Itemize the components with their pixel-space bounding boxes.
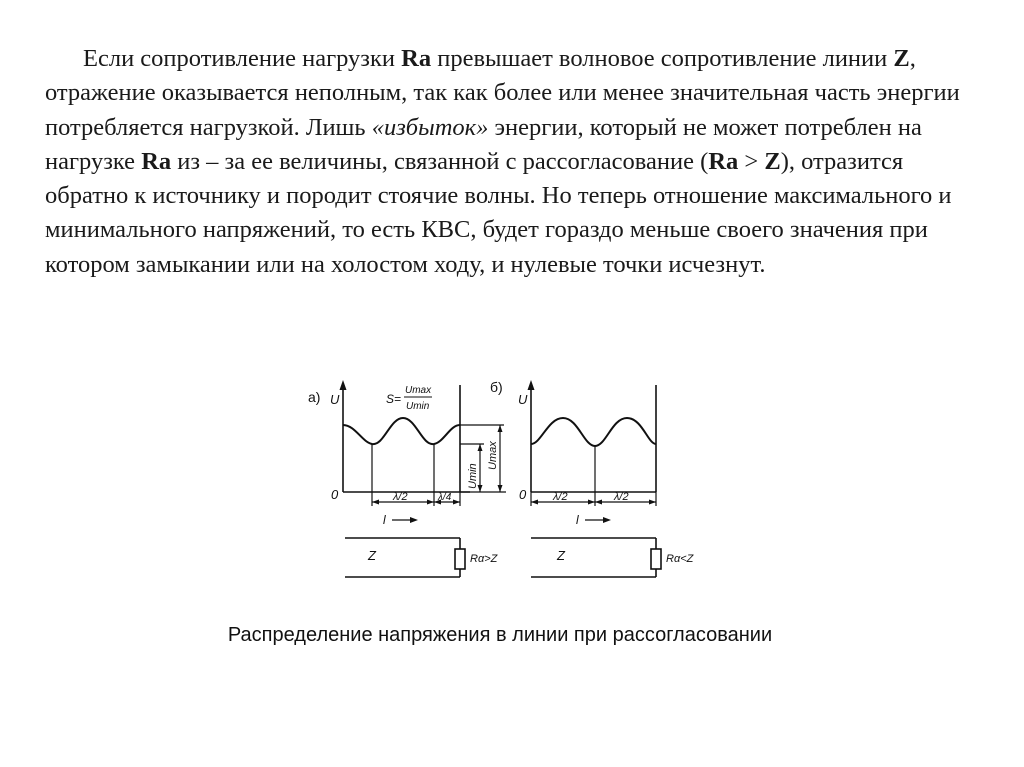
- umax-label: Umax: [487, 441, 499, 470]
- u-axis-arrow-b: [528, 380, 535, 390]
- origin-label-b: 0: [519, 487, 527, 502]
- term-ra: Ra: [401, 45, 432, 72]
- term-ra: Ra: [141, 147, 172, 175]
- text-run: >: [738, 147, 765, 175]
- load-label-b: Rα<Z: [666, 553, 694, 565]
- term-excess: «избыток»: [371, 113, 489, 141]
- swr-formula-denominator: Umin: [406, 401, 430, 412]
- u-axis-label-b: U: [518, 392, 528, 407]
- text-run: ), отразится обратно к источнику и породит стоячие волны. Но теперь отношение максимального и минимального напряжений, то есть КВС, будет гораздо меньше своего значения при котором замыкании или на холостом ходу, и нулевые точки исчезнут.: [45, 147, 952, 278]
- swr-formula-numerator: Umax: [405, 385, 432, 396]
- half-wave-label-a: λ/2: [393, 491, 408, 503]
- half-wave-label-b1: λ/2: [553, 491, 568, 503]
- panel-b: [528, 380, 662, 577]
- text-run: , отражение оказывается неполным, так как более или менее значительная часть энергии потребляется нагрузкой. Лишь: [45, 45, 960, 141]
- text-run: из – за ее величины, связанной с рассогласование (: [171, 147, 709, 175]
- voltage-curve-a: [343, 418, 460, 444]
- panel-b-label: б): [490, 379, 503, 395]
- text-run: энергии, который не может потреблен на нагрузке: [45, 113, 922, 175]
- line-z-label-b: Z: [557, 548, 565, 563]
- u-axis-label-a: U: [330, 392, 340, 407]
- text-run: превышает волновое сопротивление линии: [431, 45, 894, 72]
- line-z-label-a: Z: [368, 548, 376, 563]
- origin-label-a: 0: [331, 487, 339, 502]
- u-axis-arrow-a: [340, 380, 347, 390]
- l-label-a: l: [383, 513, 386, 527]
- term-z: Z: [893, 45, 910, 72]
- figure-caption: Распределение напряжения в линии при рассогласовании: [227, 624, 773, 646]
- load-resistor-a: [455, 549, 465, 569]
- load-label-a: Rα>Z: [470, 553, 498, 565]
- l-label-b: l: [576, 513, 579, 527]
- voltage-curve-b: [531, 418, 656, 446]
- umin-label: Umin: [467, 463, 479, 489]
- swr-formula-s: S=: [386, 392, 402, 406]
- term-ra: Ra: [708, 147, 739, 175]
- text-run: Если сопротивление нагрузки: [83, 45, 402, 72]
- panel-a-label: а): [308, 389, 321, 405]
- quarter-wave-label-a: λ/4: [438, 492, 452, 503]
- half-wave-label-b2: λ/2: [614, 491, 629, 503]
- load-resistor-b: [651, 549, 661, 569]
- term-z: Z: [764, 147, 781, 175]
